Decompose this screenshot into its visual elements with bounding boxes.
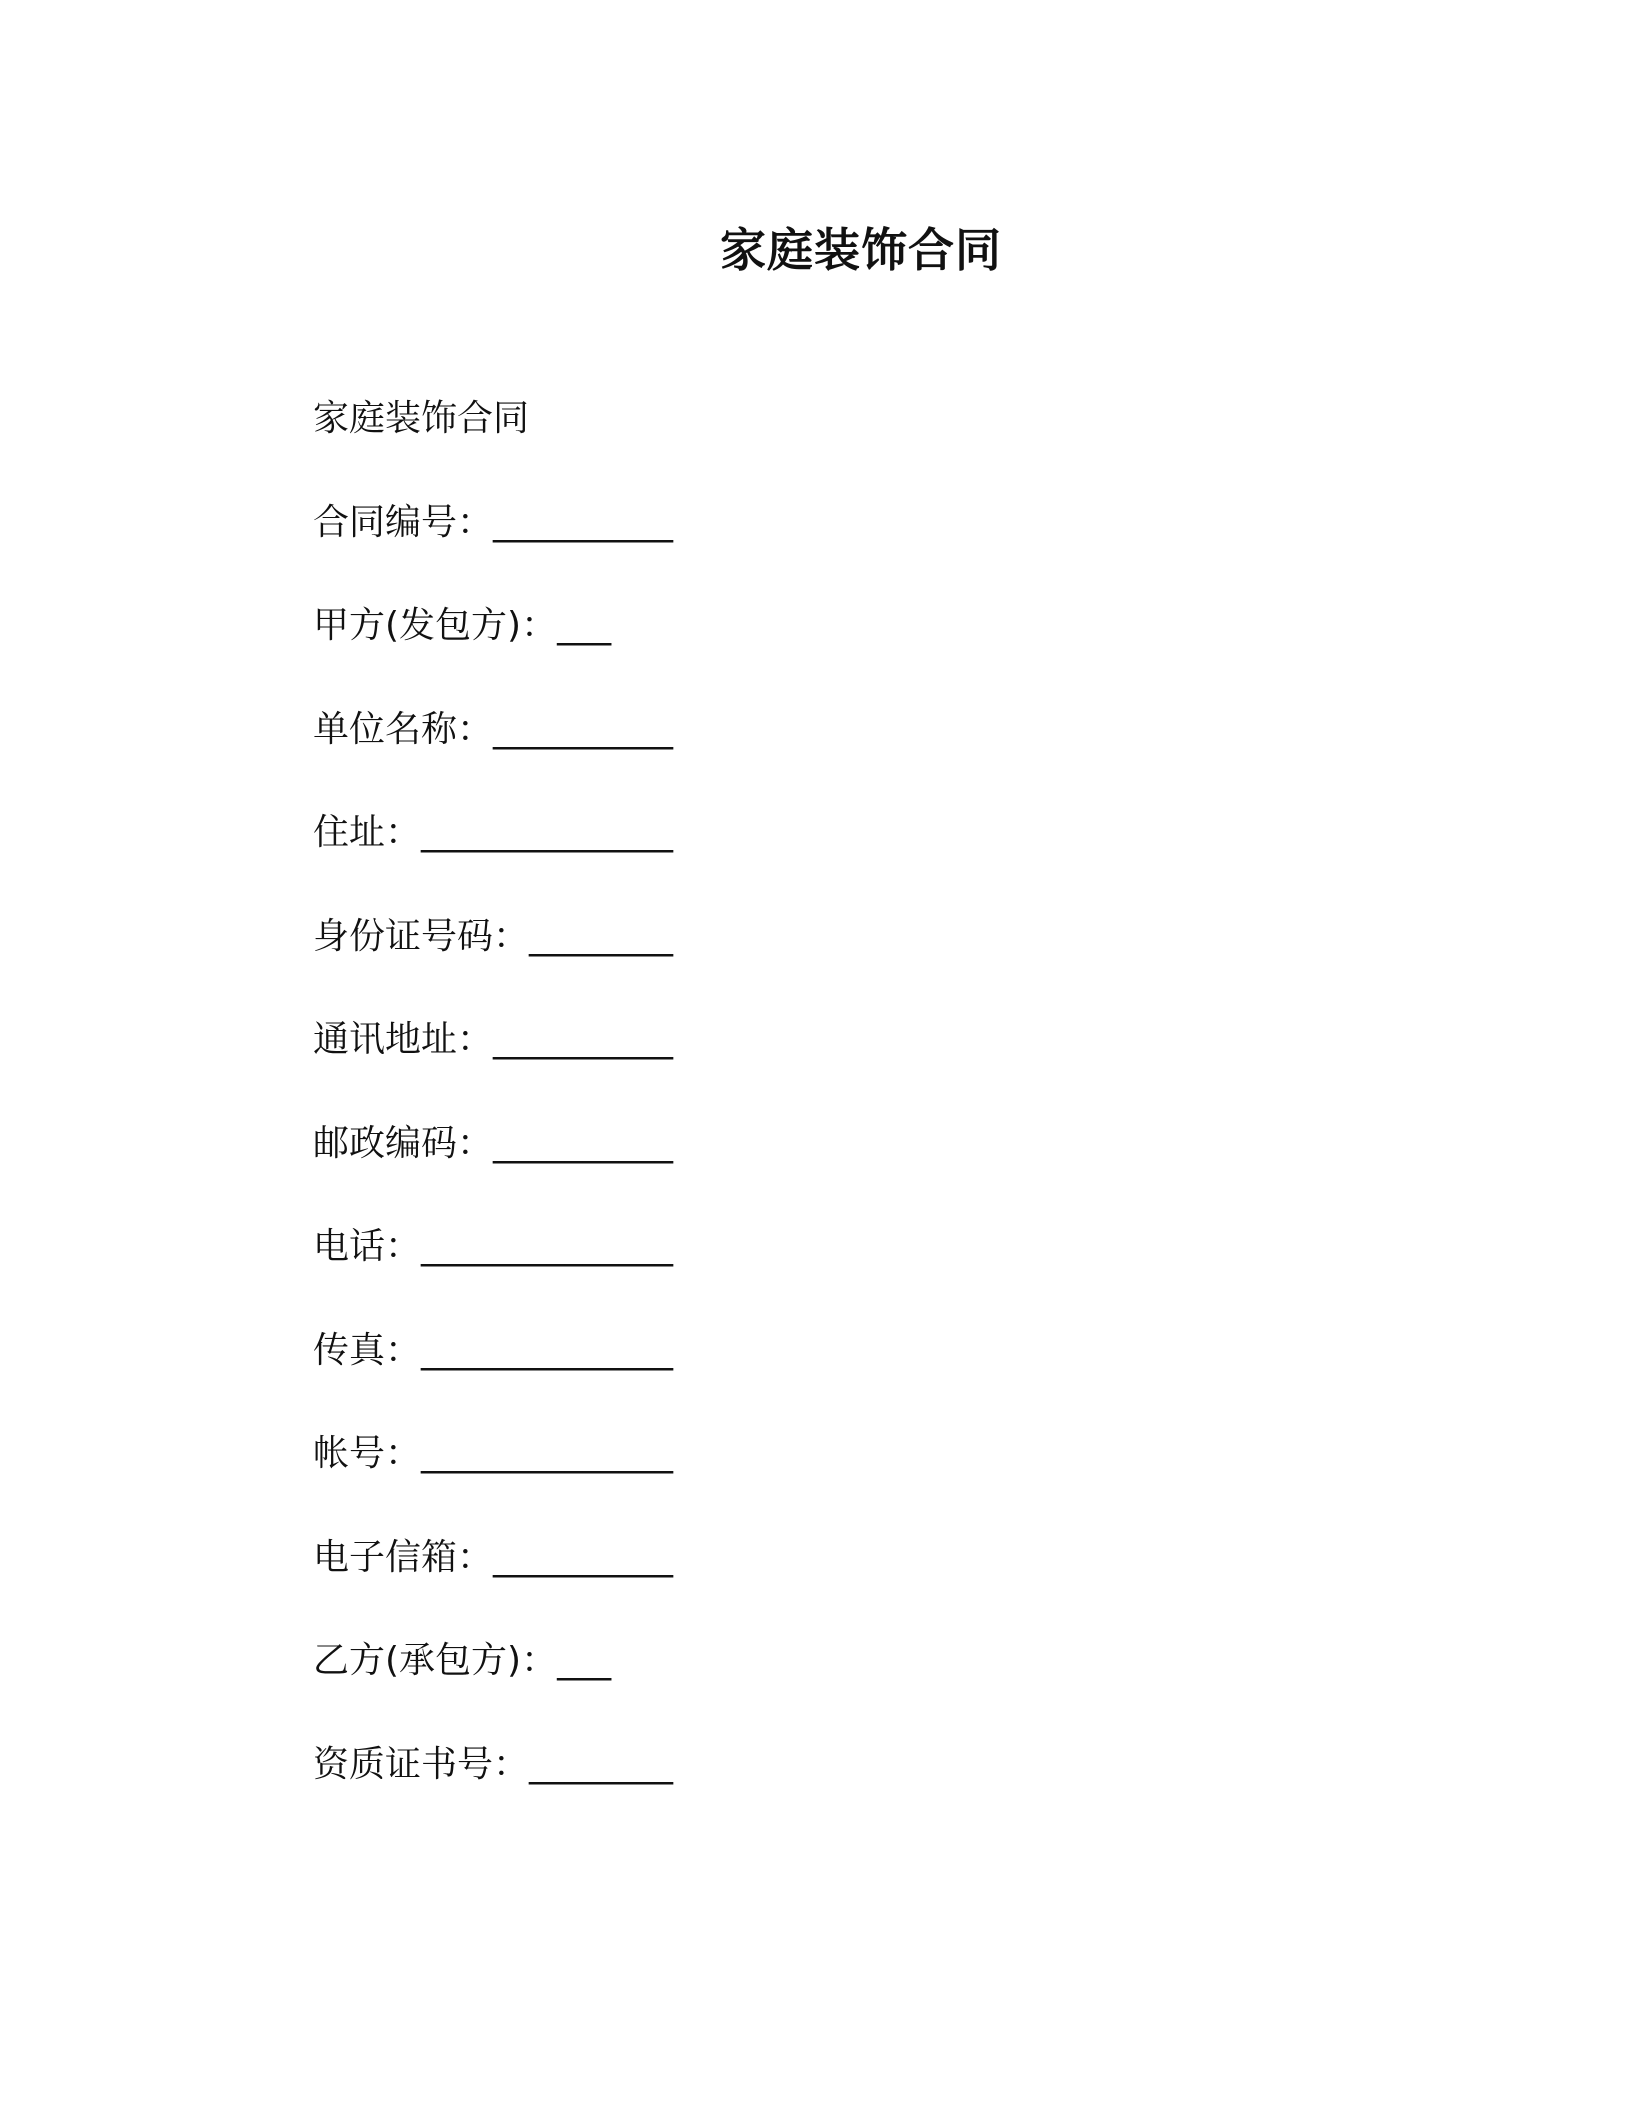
document-title: 家庭装饰合同: [720, 223, 1002, 277]
qualification-certificate-field: 资质证书号：________: [313, 1743, 674, 1785]
contract-fields: [313, 394, 1413, 1843]
fax-field: 传真：______________: [313, 1329, 674, 1371]
mailing-address-field: 通讯地址：__________: [313, 1019, 674, 1060]
unit-name-field: 单位名称：__________: [313, 708, 674, 750]
postal-code-field: 邮政编码：__________: [313, 1122, 674, 1164]
party-b-field: 乙方(承包方)：___: [313, 1640, 612, 1681]
contract-number-field: 合同编号：__________: [313, 501, 674, 543]
party-a-field: 甲方(发包方)：___: [313, 605, 612, 646]
phone-field: 电话：______________: [313, 1226, 674, 1267]
id-number-field: 身份证号码：________: [313, 915, 674, 957]
subtitle-line: 家庭装饰合同: [313, 398, 530, 439]
address-field: 住址：______________: [313, 812, 674, 853]
email-field: 电子信箱：__________: [313, 1536, 674, 1578]
account-field: 帐号：______________: [313, 1433, 674, 1474]
